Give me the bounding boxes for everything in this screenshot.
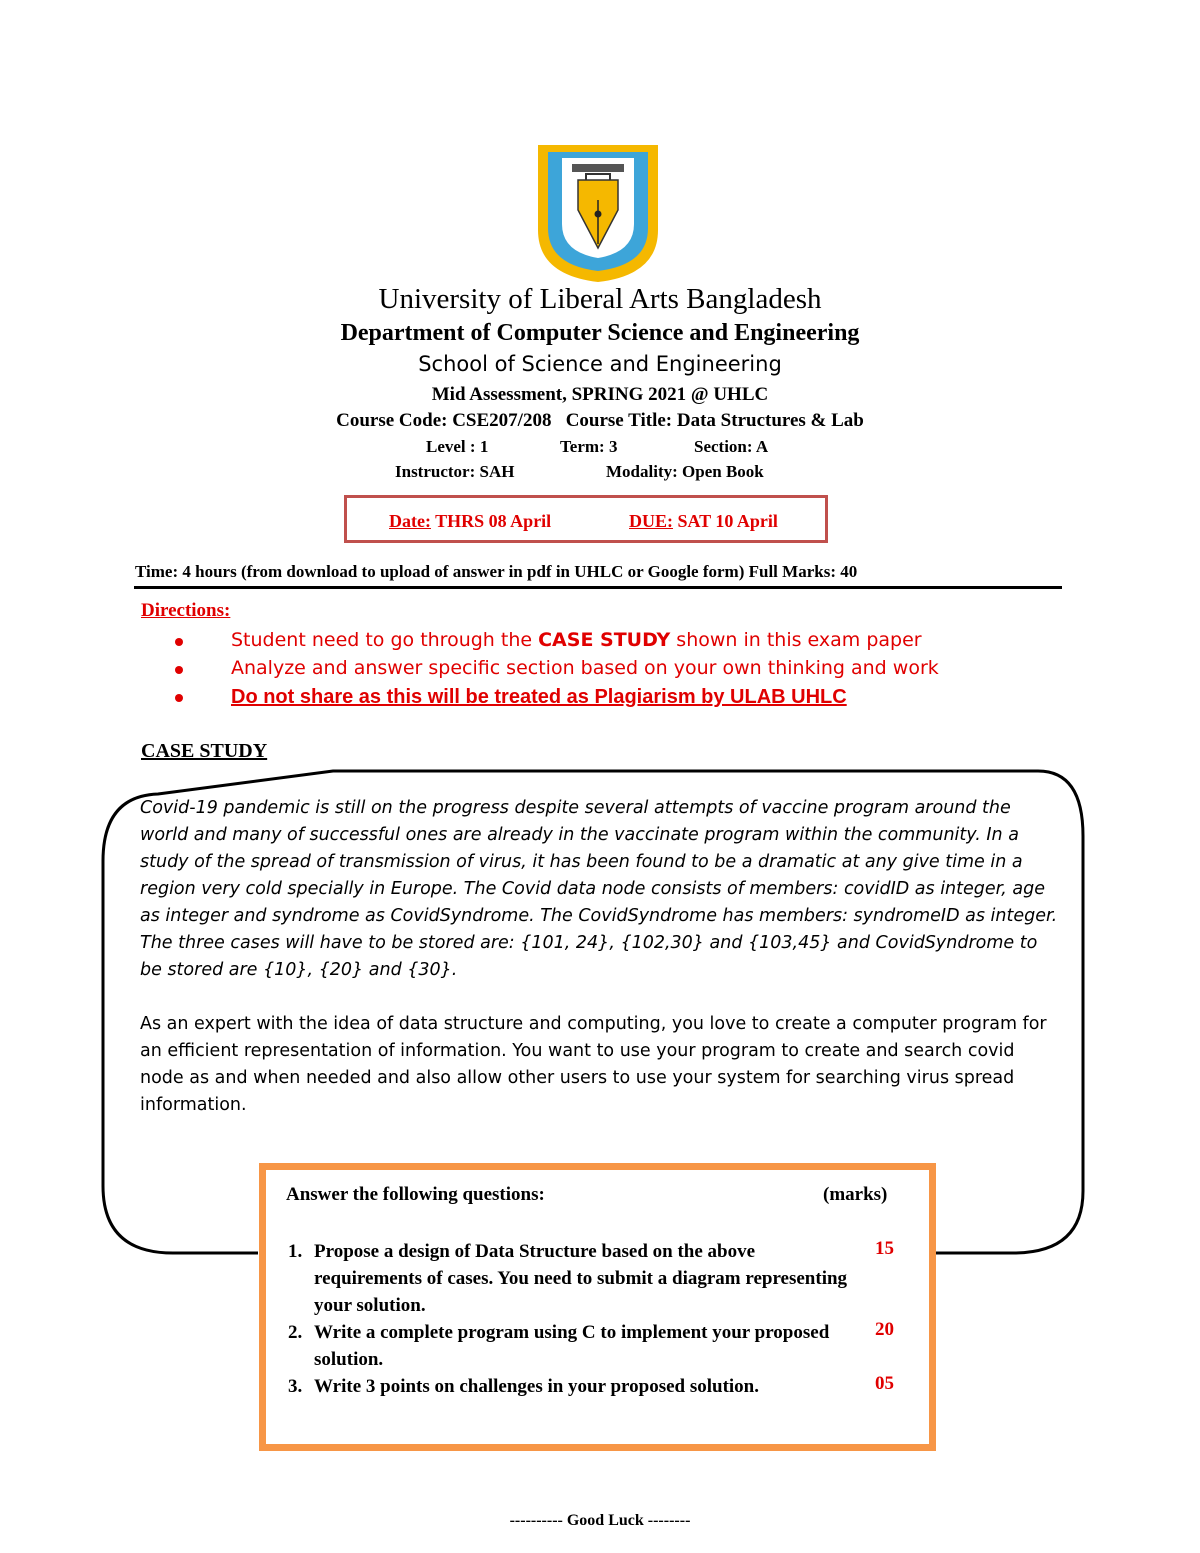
direction-item-3: Do not share as this will be treated as Plagiarism by ULAB UHLC: [231, 686, 847, 708]
assessment-title: Mid Assessment, SPRING 2021 @ UHLC: [431, 384, 769, 405]
level-info: Level : 1: [426, 437, 489, 456]
question-1-marks: 15: [875, 1238, 894, 1259]
question-3: 3. Write 3 points on challenges in your proposed solution.: [288, 1376, 759, 1397]
case-study-paragraph-1: Covid-19 pandemic is still on the progress despite several attempts of vaccine program around the world and many of successful ones are already in the vaccinate program within the community. In a study of the spread of transmission of virus, it has been found to be a dramatic at any give time in a region very cold specially in Europe. The Covid data node consists of members: covidID as integer, age as integer and syndrome as CovidSyndrome. The CovidSyndrome has members: syndromeID as integer. The three cases will have to be stored are: {101, 24}, {102,30} and {103,45} and CovidSyndrome to be stored are {10}, {20} and {30}.: [140, 798, 1058, 980]
university-logo: [528, 140, 668, 285]
question-2: 2. Write a complete program using C to implement your proposed solution.: [288, 1322, 830, 1370]
footer-good-luck: ---------- Good Luck --------: [509, 1512, 691, 1529]
bullet-icon: [172, 663, 186, 677]
term-info: Term: 3: [560, 437, 618, 456]
direction-item-1: Student need to go through the CASE STUDY shown in this exam paper: [231, 629, 922, 651]
section-info: Section: A: [694, 437, 769, 456]
question-2-marks: 20: [875, 1319, 894, 1340]
case-study-title: CASE STUDY: [141, 740, 268, 762]
case-study-paragraph-2: As an expert with the idea of data structure and computing, you love to create a computer program for an efficient representation of information. You want to use your program to create and search covid node as and when needed and also allow other users to use your system for searching virus spread information.: [140, 1014, 1047, 1115]
bullet-icon: [172, 635, 186, 649]
time-and-marks: Time: 4 hours (from download to upload of answer in pdf in UHLC or Google form) Full Marks: 40: [135, 562, 858, 581]
course-info: Course Code: CSE207/208 Course Title: Data Structures & Lab: [336, 410, 864, 431]
due-info: DUE: SAT 10 April: [629, 511, 778, 531]
modality-info: Modality: Open Book: [606, 462, 764, 481]
direction-item-2: Analyze and answer specific section based on your own thinking and work: [231, 657, 939, 679]
school-name: School of Science and Engineering: [418, 352, 782, 376]
questions-box: [259, 1163, 936, 1451]
instructor-info: Instructor: SAH: [395, 462, 515, 481]
directions-title: Directions:: [141, 600, 231, 621]
department-name: Department of Computer Science and Engineering: [340, 320, 860, 346]
divider: [134, 586, 1062, 589]
date-box: [344, 495, 828, 543]
questions-heading: Answer the following questions:: [286, 1184, 545, 1205]
date-info: Date: THRS 08 April: [389, 511, 552, 531]
bullet-icon: [172, 691, 186, 705]
question-3-marks: 05: [875, 1373, 894, 1394]
university-name: University of Liberal Arts Bangladesh: [378, 283, 822, 315]
question-1: 1. Propose a design of Data Structure based on the above requirements of cases. You need to submit a diagram representing your solution.: [288, 1241, 848, 1316]
marks-heading: (marks): [823, 1184, 888, 1205]
